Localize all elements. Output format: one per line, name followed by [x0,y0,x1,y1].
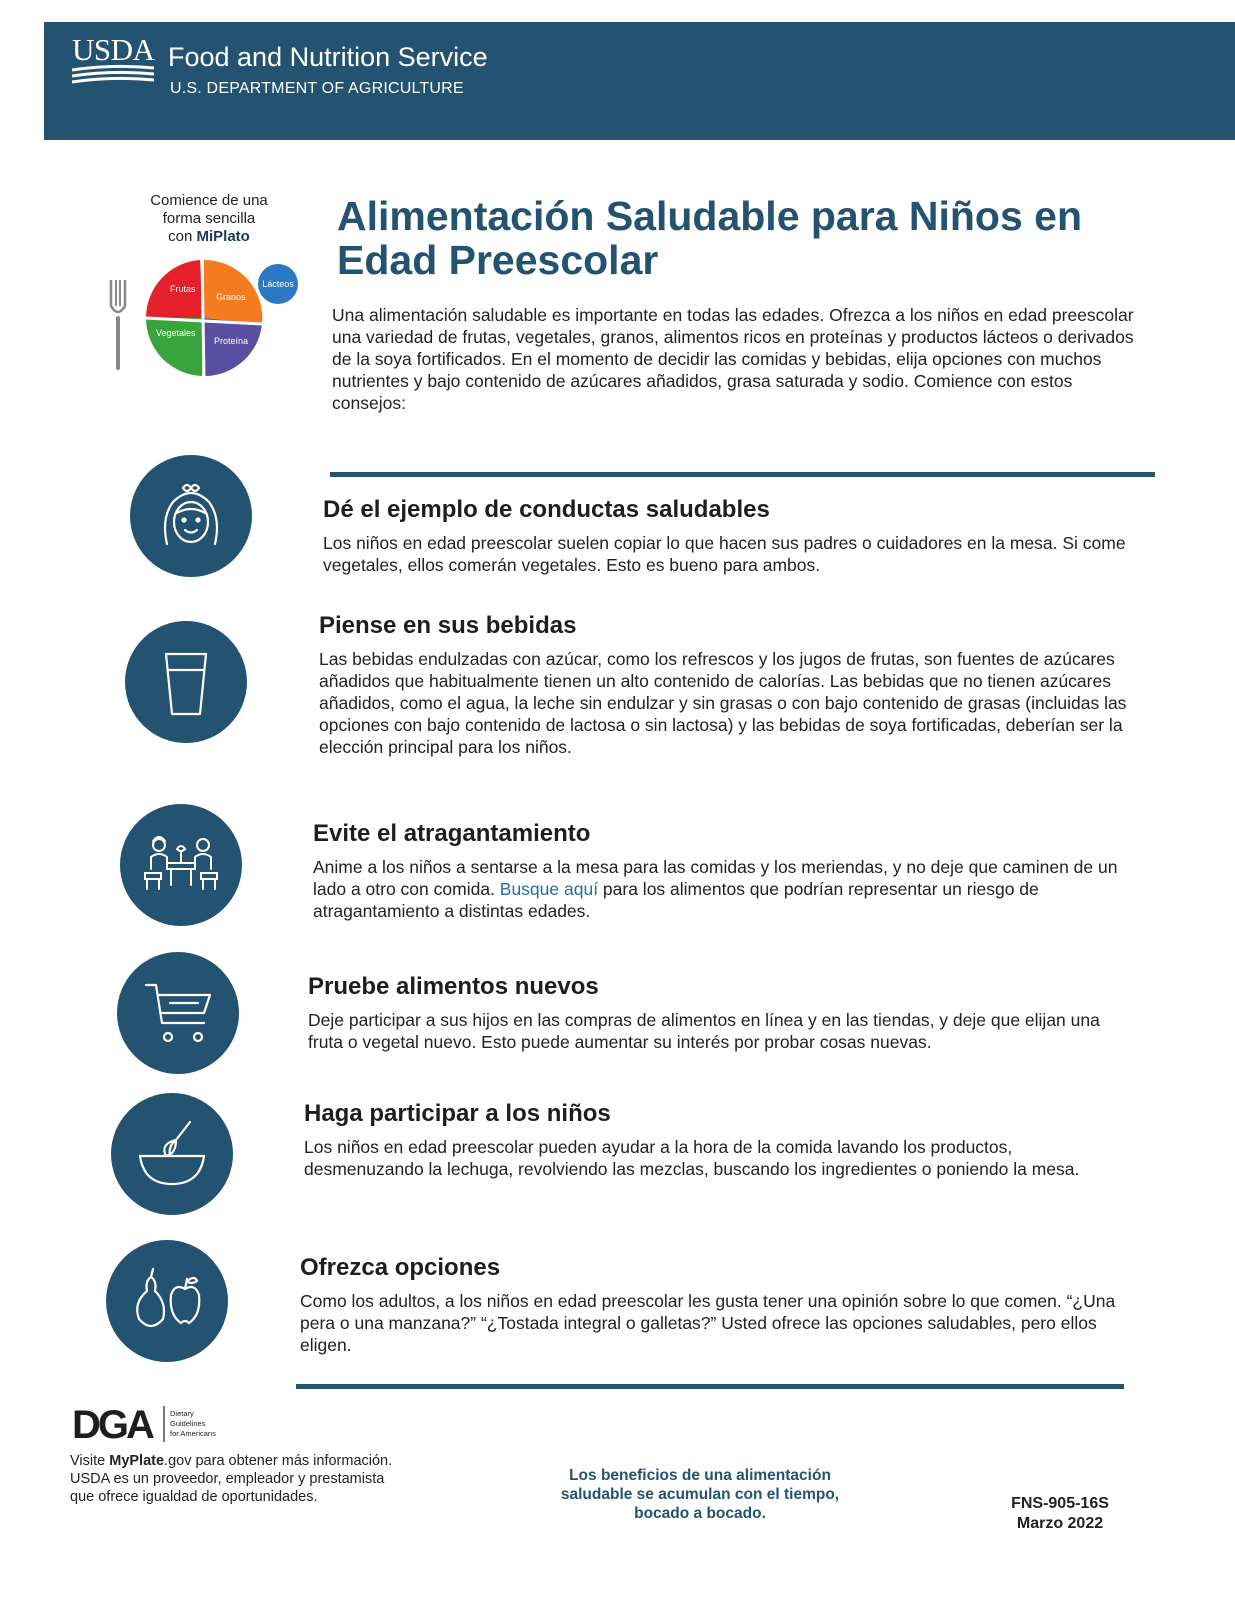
footer-line: que ofrece igualdad de oportunidades. [70,1489,318,1505]
tip-body [313,856,1133,922]
tagline-line: Los beneficios de una alimentación [569,1467,831,1484]
tip-icon-circle [130,455,252,577]
document-code [990,1494,1130,1534]
myplate-icon [108,258,308,388]
tip-body: Las bebidas endulzadas con azúcar, como los refrescos y los jugos de frutas, son fuentes de azúcares añadidos que habitualmente tienen un alto contenido de calorías. Las bebidas que no tienen azúcares añadidos, como el agua, la leche sin endulzar y sin grasas o con bajo contenido de grasas (incluidas las opciones con bajo contenido de lactosa o sin lactosa) y las bebidas de soya fortificadas, deberían ser la elección principal para los niños. [319,649,1127,757]
usda-logo-text: USDA [72,32,155,67]
tip-block [300,1254,1120,1356]
divider [330,472,1155,477]
label-frutas: Frutas [170,284,196,294]
dga-text: Dietary [170,1409,194,1418]
tip-icon-circle [120,804,242,926]
glass-icon [144,640,228,724]
usda-wave-icon [72,64,154,88]
visit-suffix: .gov para obtener más información. [164,1453,393,1469]
divider [296,1384,1124,1389]
plate-segment-proteina [204,318,262,376]
intro-paragraph: Una alimentación saludable es importante en todas las edades. Ofrezca a los niños en edad preescolar una variedad de frutas, vegetales, granos, alimentos ricos en proteínas y productos lácteos o derivados de la soya fortificados. En el momento de decidir las comidas y bebidas, elija opciones con muchos nutrientes y bajo contenido de azúcares añadidos, grasa saturada y sodio. Comience con estos consejos: [332,305,1134,413]
myplate-link[interactable]: MyPlate [109,1453,165,1469]
tip-block [313,820,1133,922]
tip-heading: Evite el atragantamiento [313,820,591,847]
tip-block [308,973,1128,1053]
label-proteina: Proteína [214,336,249,346]
tip-block [319,612,1139,758]
footer-tagline [520,1466,880,1523]
children-at-table-icon [139,823,223,907]
dga-logo [72,1400,232,1446]
tip-icon-circle [117,952,239,1074]
plate-icon [146,260,262,376]
choking-hazard-link[interactable]: Busque aquí [499,879,599,899]
tip-body-text: Anime a los niños a sentarse a la mesa para las comidas y los meriendas, y no deje que caminen de un lado a otro con comida. [313,857,1118,899]
tip-icon-circle [106,1240,228,1362]
agency-name: Food and Nutrition Service [168,42,488,72]
tip-body: Los niños en edad preescolar suelen copiar lo que hacen sus padres o cuidadores en la mesa. Si come vegetales, ellos comerán vegetales. Esto es bueno para ambos. [323,533,1126,575]
tip-heading: Haga participar a los niños [304,1100,611,1127]
label-lacteos: Lácteos [262,279,294,289]
dga-text: for Americans [170,1429,216,1438]
myplate-caption-line [130,228,288,246]
bowl-whisk-icon [130,1112,214,1196]
footer-line: USDA es un proveedor, empleador y prestamista [70,1471,385,1487]
dairy-cup-icon [258,264,298,304]
footer-info [70,1452,470,1506]
tip-heading: Piense en sus bebidas [319,612,577,639]
plate-segment-vegetales [146,318,204,376]
myplate-caption-line: Comience de una [150,192,268,209]
tip-body: Los niños en edad preescolar pueden ayudar a la hora de la comida lavando los productos, desmenuzando la lechuga, revolviendo las mezclas, buscando los ingredientes o poniendo la mesa. [304,1137,1080,1179]
caption-con: con [168,228,193,245]
myplate-caption-line: forma sencilla [162,210,256,227]
tip-block [323,496,1143,576]
tip-heading: Ofrezca opciones [300,1254,501,1281]
tip-icon-circle [111,1093,233,1215]
doc-date: Marzo 2022 [1016,1515,1104,1532]
tip-heading: Dé el ejemplo de conductas saludables [323,496,770,523]
tip-body: Deje participar a sus hijos en las compras de alimentos en línea y en las tiendas, y deje que elijan una fruta o vegetal nuevo. Esto puede aumentar su interés por probar cosas nuevas. [308,1010,1100,1052]
label-vegetales: Vegetales [156,328,196,338]
usda-logo [72,34,154,94]
tagline-line: bocado a bocado. [634,1505,766,1522]
tip-block [304,1100,1124,1180]
tip-body: Como los adultos, a los niños en edad preescolar les gusta tener una opinión sobre lo que comen. “¿Una pera o una manzana?” “¿Tostada integral o galletas?” Usted ofrece las opciones saludables, pero ellos eligen. [300,1291,1116,1355]
footer-visit [70,1452,470,1470]
tip-heading: Pruebe alimentos nuevos [308,973,599,1000]
myplate-caption [130,192,288,246]
page-title: Alimentación Saludable para Niños en Edad Preescolar [337,193,1083,283]
visit-prefix: Visite [70,1453,110,1469]
fork-icon [111,280,125,368]
child-face-icon [149,474,233,558]
department-name: U.S. DEPARTMENT OF AGRICULTURE [170,80,464,97]
tip-body-text: para los alimentos que podrían representar un riesgo de atragantamiento a distintas edades. [313,879,1039,921]
doc-code: FNS-905-16S [1011,1495,1109,1512]
myplate-brand: MiPlato [196,228,250,245]
label-granos: Granos [216,292,246,302]
tagline-line: saludable se acumulan con el tiempo, [560,1486,840,1503]
shopping-cart-icon [136,971,220,1055]
tip-icon-circle [125,621,247,743]
pear-apple-icon [125,1259,209,1343]
dga-text: Guidelines [170,1419,206,1428]
dga-mark: DGA [72,1403,152,1446]
